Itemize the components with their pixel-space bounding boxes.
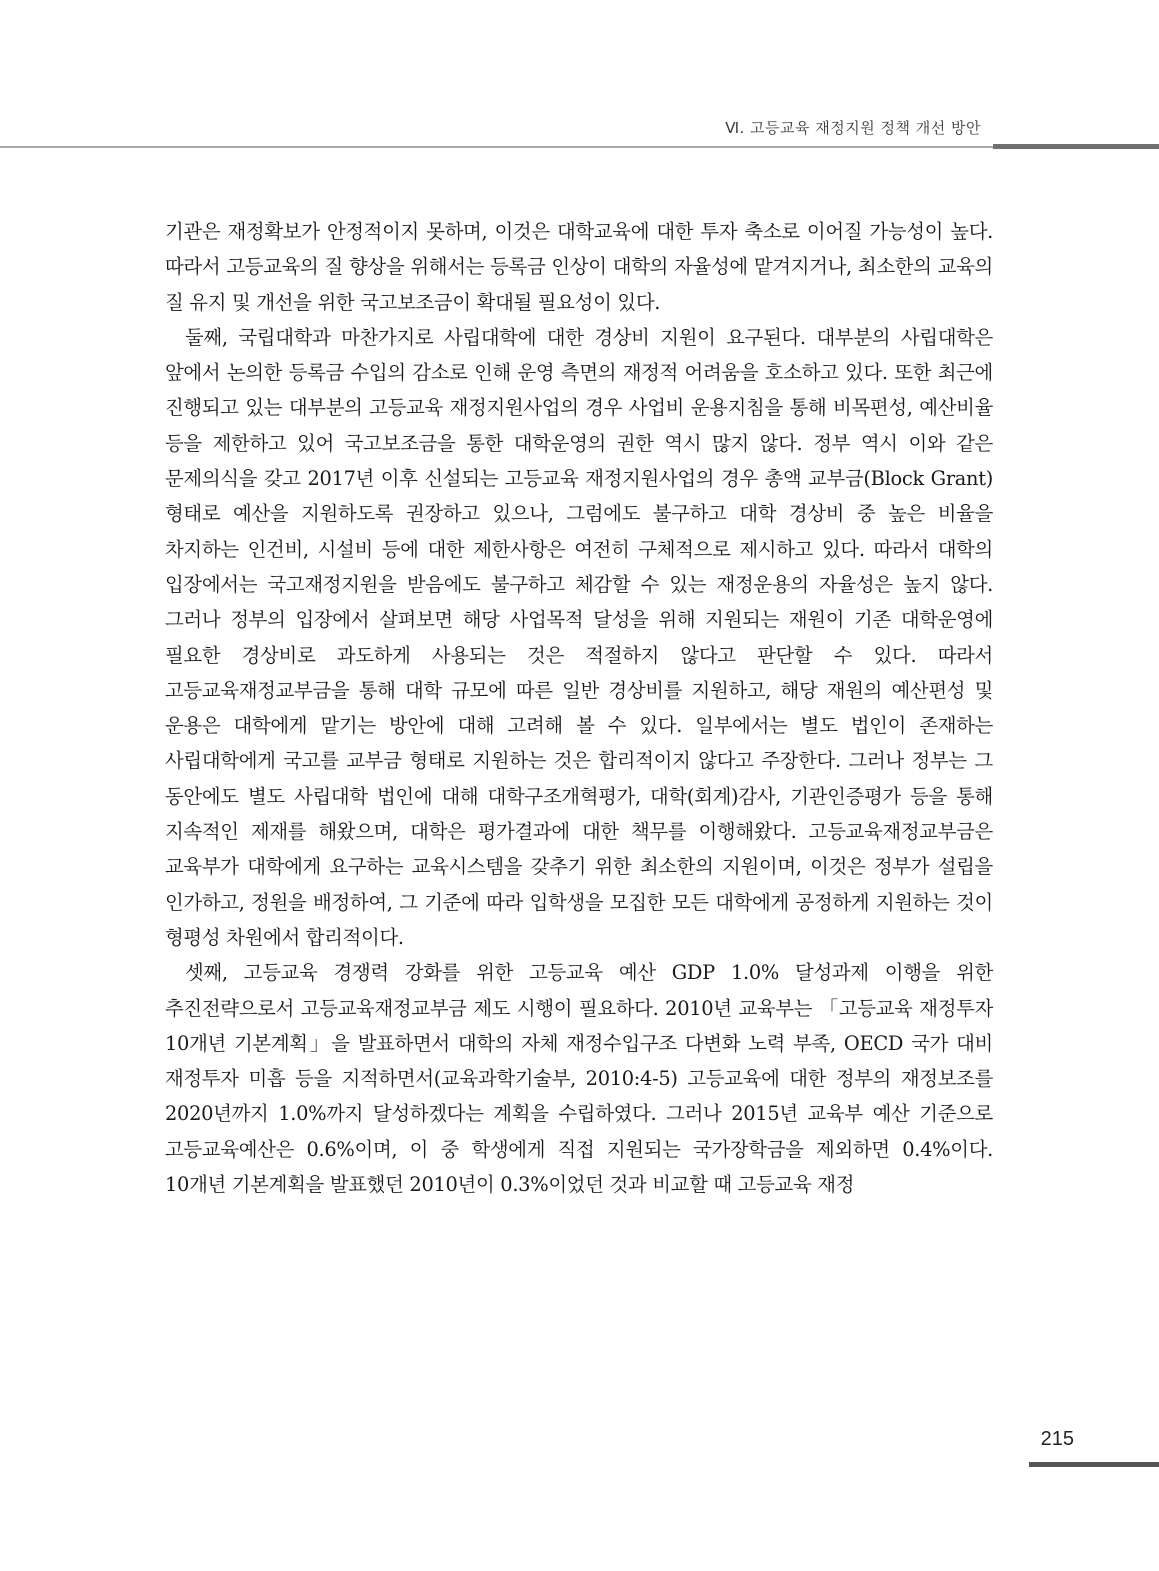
header-divider-accent [993, 144, 1159, 149]
body-paragraph-second: 둘째, 국립대학과 마찬가지로 사립대학에 대한 경상비 지원이 요구된다. 대부분의 사립대학은 앞에서 논의한 등록금 수입의 감소로 인해 운영 측면의 재정적 어려움을 호소하고 있다. 또한 최근에 진행되고 있는 대부분의 고등교육 재정지원사업의 경우 사업비 운용지침을 통해 비목편성, 예산비율 등을 제한하고 있어 국고보조금을 통한 대학운영의 권한 역시 많지 않다. 정부 역시 이와 같은 문제의식을 갖고 2017년 이후 신설되는 고등교육 재정지원사업의 경우 총액 교부금(Block Grant) 형태로 예산을 지원하도록 권장하고 있으나, 그럼에도 불구하고 대학 경상비 중 높은 비율을 차지하는 인건비, 시설비 등에 대한 제한사항은 여전히 구체적으로 제시하고 있다. 따라서 대학의 입장에서는 국고재정지원을 받음에도 불구하고 체감할 수 있는 재정운용의 자율성은 높지 않다. 그러나 정부의 입장에서 살펴보면 해당 사업목적 달성을 위해 지원되는 재원이 기존 대학운영에 필요한 경상비로 과도하게 사용되는 것은 적절하지 않다고 판단할 수 있다. 따라서 고등교육재정교부금을 통해 대학 규모에 따른 일반 경상비를 지원하고, 해당 재원의 예산편성 및 운용은 대학에게 맡기는 방안에 대해 고려해 볼 수 있다. 일부에서는 별도 법인이 존재하는 사립대학에게 국고를 교부금 형태로 지원하는 것은 합리적이지 않다고 주장한다. 그러나 정부는 그 동안에도 별도 사립대학 법인에 대해 대학구조개혁평가, 대학(회계)감사, 기관인증평가 등을 통해 지속적인 제재를 해왔으며, 대학은 평가결과에 대한 책무를 이행해왔다. 고등교육재정교부금은 교육부가 대학에게 요구하는 교육시스템을 갖추기 위한 최소한의 지원이며, 이것은 정부가 설립을 인가하고, 정원을 배정하여, 그 기준에 따라 입학생을 모집한 모든 대학에게 공정하게 지원하는 것이 형평성 차원에서 합리적이다. [165, 325, 993, 949]
footer-divider [1029, 1462, 1159, 1467]
body-paragraph-third: 셋째, 고등교육 경쟁력 강화를 위한 고등교육 예산 GDP 1.0% 달성과제 이행을 위한 추진전략으로서 고등교육재정교부금 제도 시행이 필요하다. 2010년 교육부는 「고등교육 재정투자 10개년 기본계획」을 발표하면서 대학의 자체 재정수입구조 다변화 노력 부족, OECD 국가 대비 재정투자 미흡 등을 지적하면서(교육과학기술부, 2010:4-5) 고등교육에 대한 정부의 재정보조를 2020년까지 1.0%까지 달성하겠다는 계획을 수립하였다. 그러나 2015년 교육부 예산 기준으로 고등교육예산은 0.6%이며, 이 중 학생에게 직접 지원되는 국가장학금을 제외하면 0.4%이다. 10개년 기본계획을 발표했던 2010년이 0.3%이었던 것과 비교할 때 고등교육 재정 [165, 961, 993, 1197]
header-divider [0, 146, 993, 148]
main-body-text [165, 214, 993, 1202]
running-header-title: Ⅵ. 고등교육 재정지원 정책 개선 방안 [725, 119, 981, 137]
body-paragraph-continued: 기관은 재정확보가 안정적이지 못하며, 이것은 대학교육에 대한 투자 축소로 이어질 가능성이 높다. 따라서 고등교육의 질 향상을 위해서는 등록금 인상이 대학의 자율성에 맡겨지거나, 최소한의 교육의 질 유지 및 개선을 위한 국고보조금이 확대될 필요성이 있다. [165, 220, 993, 314]
page-number: 215 [1040, 1428, 1074, 1450]
